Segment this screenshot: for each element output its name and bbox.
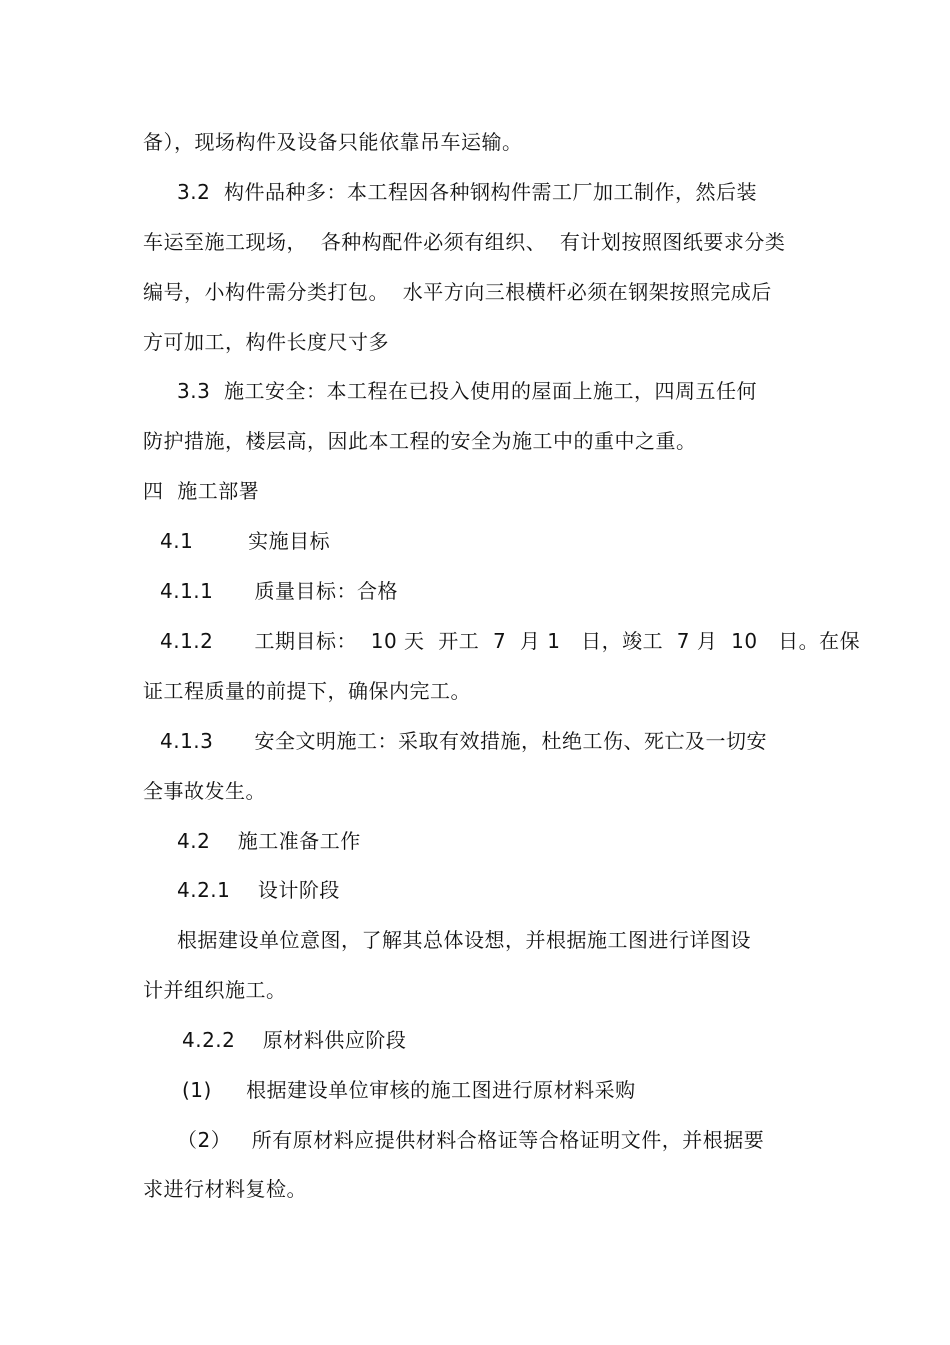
section-4-2-1-heading: 4.2.1 设计阶段 — [177, 878, 340, 902]
text-line: 证工程质量的前提下，确保内完工。 — [143, 679, 471, 703]
section-4-2-heading: 4.2 施工准备工作 — [177, 829, 361, 853]
text-line: 计并组织施工。 — [143, 978, 287, 1002]
section-3-2-line: 3.2 构件品种多：本工程因各种钢构件需工厂加工制作，然后装 — [177, 180, 758, 204]
text-line: 求进行材料复检。 — [143, 1177, 307, 1201]
section-4-1-1-line: 4.1.1 质量目标：合格 — [160, 579, 399, 603]
text-line: 全事故发生。 — [143, 779, 266, 803]
text-line: 方可加工，构件长度尺寸多 — [143, 330, 389, 354]
text-line: 防护措施，楼层高，因此本工程的安全为施工中的重中之重。 — [143, 429, 697, 453]
list-item-1: (1) 根据建设单位审核的施工图进行原材料采购 — [182, 1078, 636, 1102]
section-4-2-2-heading: 4.2.2 原材料供应阶段 — [182, 1028, 407, 1052]
section-heading-4: 四 施工部署 — [143, 479, 260, 503]
section-3-3-line: 3.3 施工安全：本工程在已投入使用的屋面上施工，四周五任何 — [177, 379, 758, 403]
text-line: 备），现场构件及设备只能依靠吊车运输。 — [143, 130, 523, 154]
list-item-2: （2） 所有原材料应提供材料合格证等合格证明文件，并根据要 — [177, 1128, 765, 1152]
text-line: 根据建设单位意图，了解其总体设想，并根据施工图进行详图设 — [177, 928, 751, 952]
text-line: 车运至施工现场， 各种构配件必须有组织、 有计划按照图纸要求分类 — [143, 230, 786, 254]
section-4-1-2-line: 4.1.2 工期目标： 10 天 开工 7 月 1 日，竣工 7 月 10 日。在保 — [160, 629, 861, 653]
section-4-1-3-line: 4.1.3 安全文明施工：采取有效措施，杜绝工伤、死亡及一切安 — [160, 729, 768, 753]
section-4-1-heading: 4.1 实施目标 — [160, 529, 331, 553]
text-line: 编号，小构件需分类打包。 水平方向三根横杆必须在钢架按照完成后 — [143, 280, 772, 304]
